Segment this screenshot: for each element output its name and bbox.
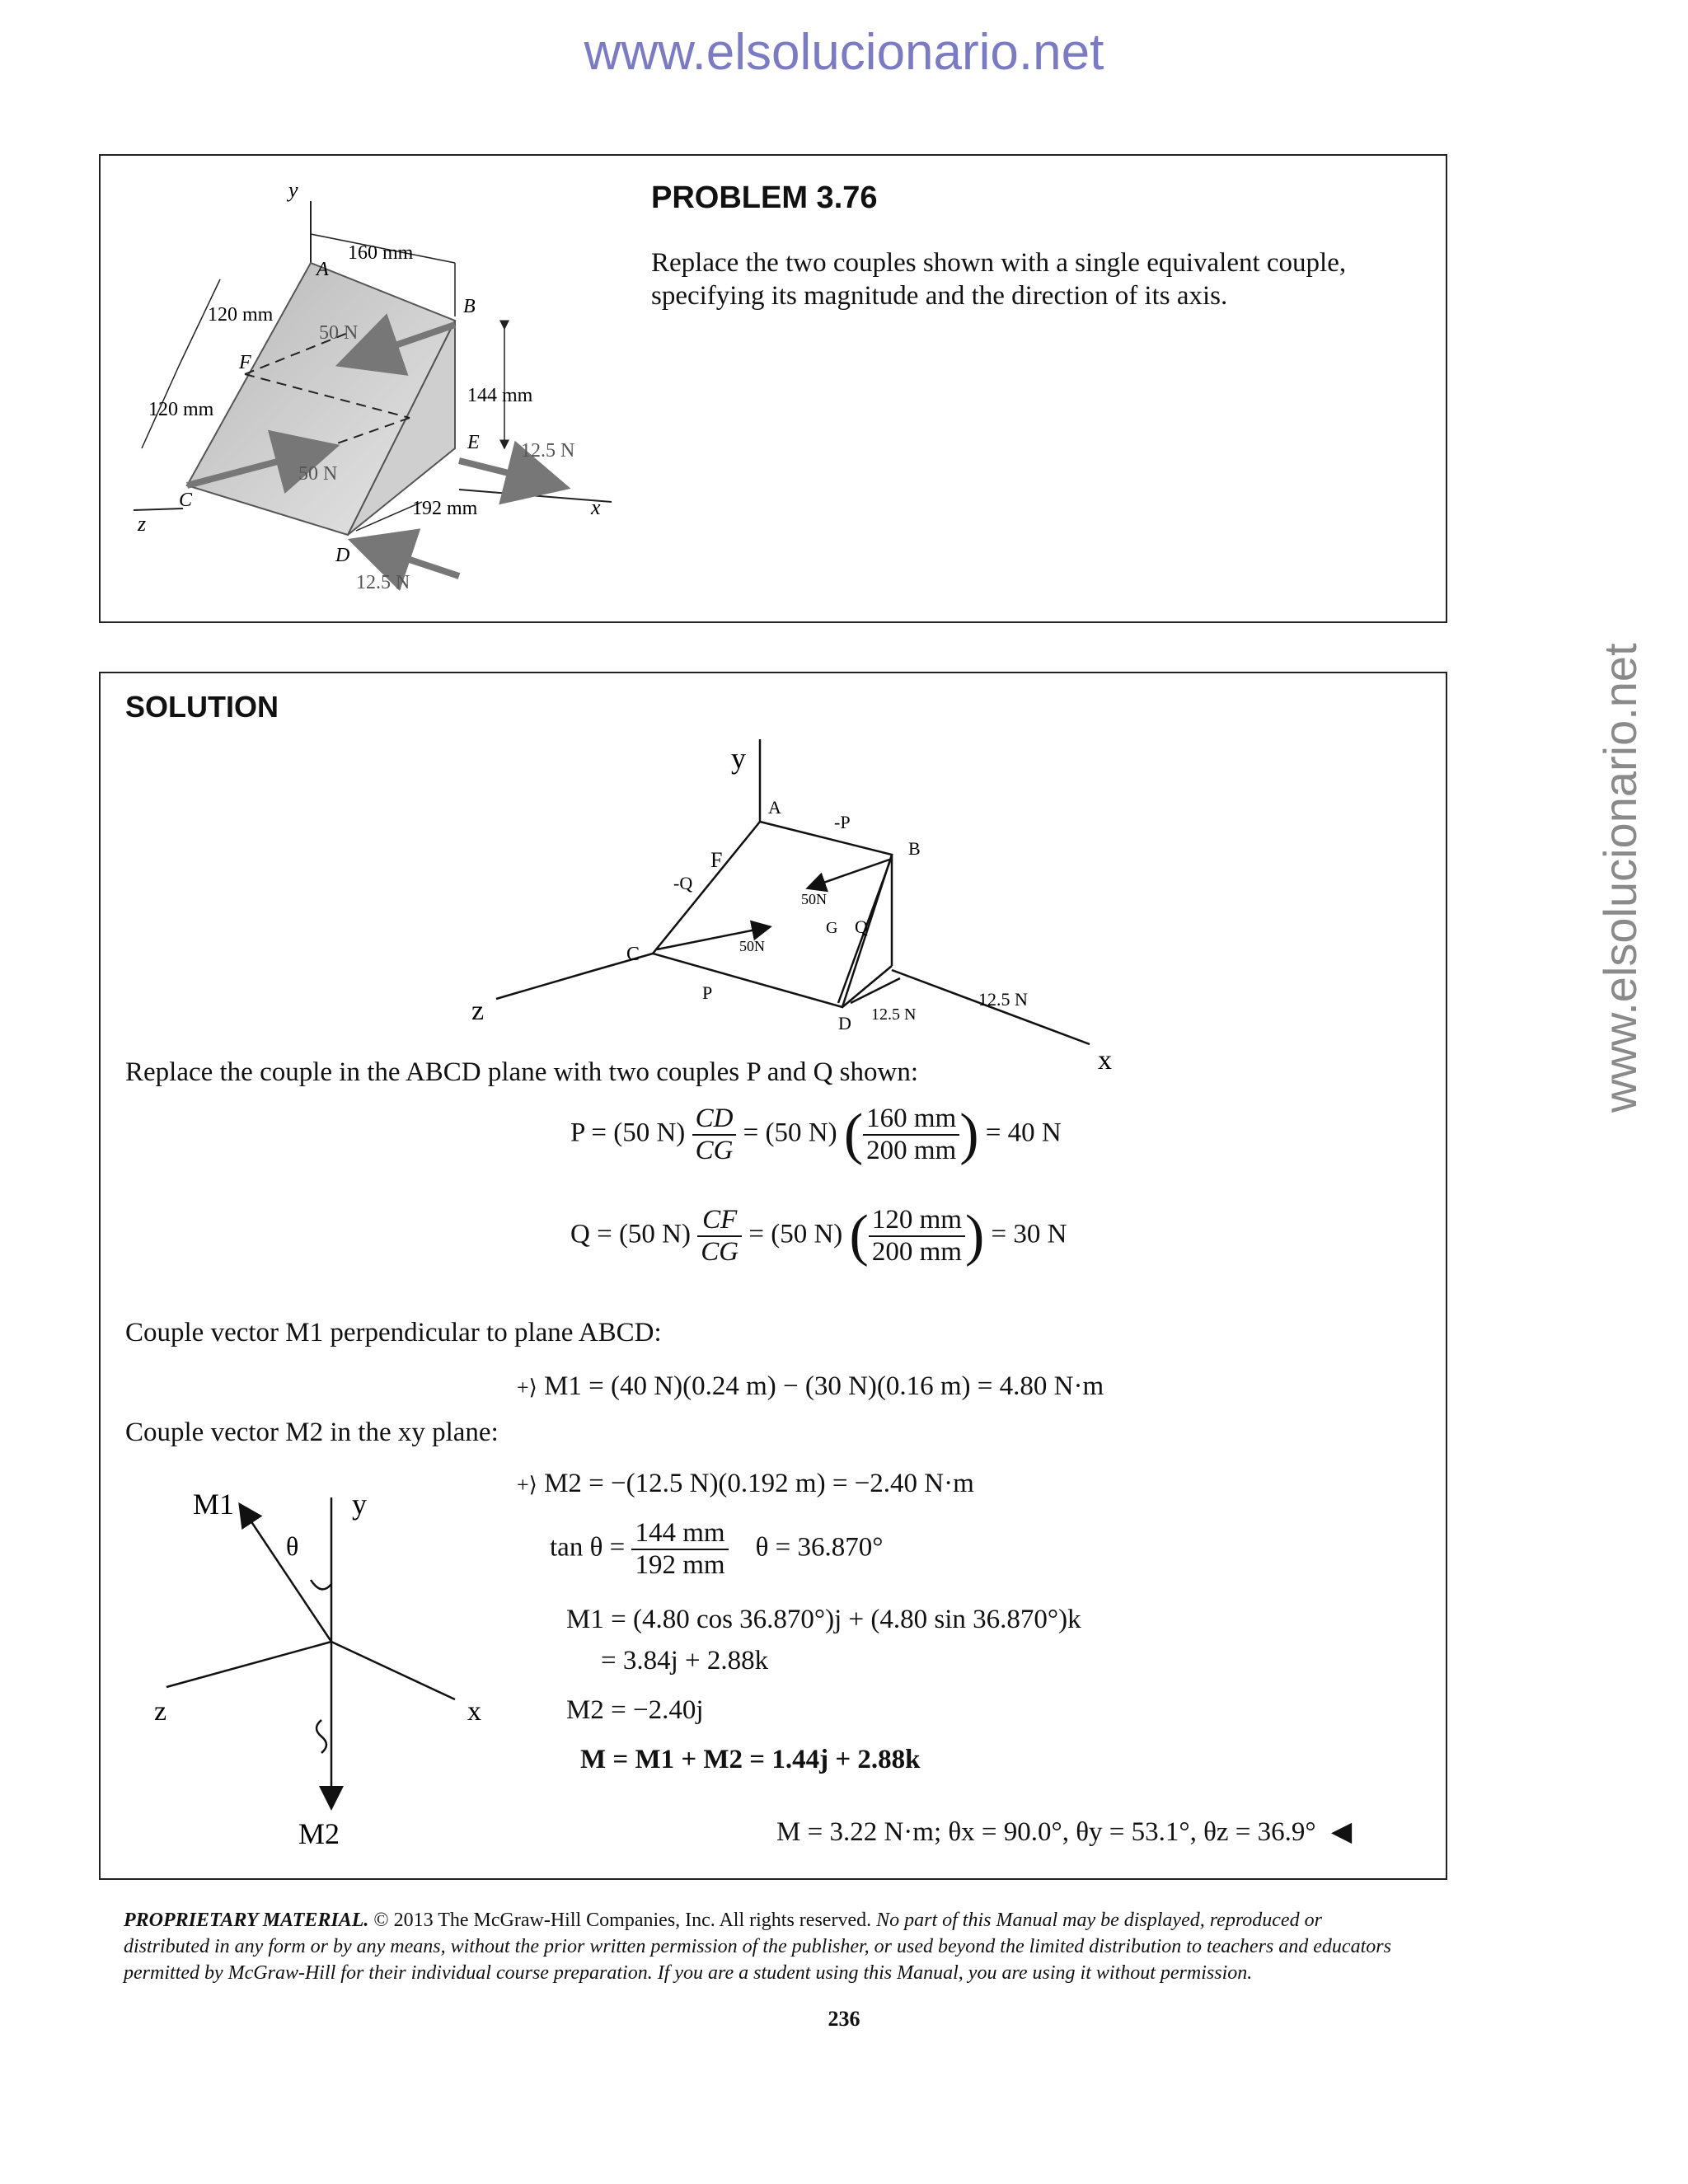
eq-m2-text: M2 = −(12.5 N)(0.192 m) = −2.40 N·m xyxy=(544,1469,974,1498)
solution-line-2: Couple vector M1 perpendicular to plane ABCD: xyxy=(125,1318,662,1347)
answer-marker-icon: ◀ xyxy=(1330,1817,1353,1847)
problem-figure xyxy=(101,156,628,617)
problem-title: PROBLEM 3.76 xyxy=(651,180,878,215)
fig-point-b: B xyxy=(463,296,476,317)
eq-p-num2: 160 mm xyxy=(863,1104,959,1136)
equation-m2-vector: M2 = −2.40j xyxy=(566,1695,704,1725)
fig-force-12-5-d: 12.5 N xyxy=(356,572,410,593)
sk2-x: x xyxy=(467,1696,481,1727)
equation-m1-vector: M1 = (4.80 cos 36.870°)j + (4.80 sin 36.870°)k xyxy=(566,1605,1081,1634)
eq-q-num2: 120 mm xyxy=(869,1205,965,1237)
footer-bold: PROPRIETARY MATERIAL. xyxy=(124,1910,369,1931)
fig-dim-120-top: 120 mm xyxy=(208,304,274,326)
eq-tan-den: 192 mm xyxy=(635,1550,725,1580)
sk1-f50-top: 50N xyxy=(801,891,827,907)
fig-axis-x: x xyxy=(591,495,601,519)
sk1-f125-right: 12.5 N xyxy=(978,989,1028,1010)
sk2-m2: M2 xyxy=(298,1817,340,1844)
eq-tan-num: 144 mm xyxy=(631,1518,728,1550)
fig-point-d: D xyxy=(335,545,350,566)
sk2-z: z xyxy=(154,1696,167,1727)
sk2-y: y xyxy=(352,1488,367,1521)
sk2-theta: θ xyxy=(286,1531,299,1561)
equation-q: Q = (50 N) $\frac{CF}{CG}$ = (50 N) ( $\frac{120 mm}{200 mm}$ ) = 30 N xyxy=(570,1204,1067,1268)
eq-p-rhs: = 40 N xyxy=(985,1118,1062,1148)
footer-italic: No part of this Manual may be displayed, reproduced or distributed in any form or by any means, without the prior written permission of the publisher, or used beyond the limited distribution to teachers and educators permitted by McGraw-Hill for their individual course preparation. If you are a student using this Manual, you are using it without permission. xyxy=(124,1910,1391,1984)
eq-q-den1: CG xyxy=(701,1237,739,1267)
sk1-axis-z: z xyxy=(471,996,485,1026)
fig-point-c: C xyxy=(179,490,193,511)
eq-q-num1: CF xyxy=(697,1205,742,1237)
sk1-minus-q: -Q xyxy=(673,873,693,893)
sk2-m1: M1 xyxy=(193,1488,235,1521)
watermark-top: www.elsolucionario.net xyxy=(584,24,1104,81)
equation-m1: +⟩ M1 = (40 N)(0.24 m) − (30 N)(0.16 m) = 4.80 N·m xyxy=(517,1371,1104,1401)
sk1-axis-x: x xyxy=(1098,1045,1112,1076)
sk1-p: P xyxy=(702,982,713,1003)
sk1-a: A xyxy=(768,797,781,818)
watermark-side: www.elsolucionario.net xyxy=(1594,643,1646,1113)
eq-m1-text: M1 = (40 N)(0.24 m) − (30 N)(0.16 m) = 4.80 N·m xyxy=(544,1371,1104,1401)
final-answer-text: M = 3.22 N·m; θx = 90.0°, θy = 53.1°, θz = 36.9° xyxy=(776,1817,1316,1847)
sk1-f: F xyxy=(710,848,723,872)
eq-p-num1: CD xyxy=(692,1104,737,1136)
solution-title: SOLUTION xyxy=(125,690,279,724)
footer-normal: © 2013 The McGraw-Hill Companies, Inc. All rights reserved. xyxy=(368,1910,872,1931)
sk1-g: G xyxy=(826,919,838,937)
eq-q-rhs: = 30 N xyxy=(991,1219,1067,1249)
solution-line-1: Replace the couple in the ABCD plane with two couples P and Q shown: xyxy=(125,1057,919,1087)
sk1-f125-bottom: 12.5 N xyxy=(871,1005,917,1024)
sk1-minus-p: -P xyxy=(834,812,851,832)
sk1-q: Q xyxy=(855,916,868,937)
problem-text: Replace the two couples shown with a single equivalent couple, specifying its magnitude and the direction of its axis. xyxy=(651,248,1347,311)
sk1-axis-y: y xyxy=(731,742,746,775)
sk1-c: C xyxy=(626,944,640,965)
eq-q-den2: 200 mm xyxy=(871,1237,962,1267)
eq-tan-rhs: θ = 36.870° xyxy=(755,1532,884,1563)
solution-line-3: Couple vector M2 in the xy plane: xyxy=(125,1418,499,1447)
fig-dim-192: 192 mm xyxy=(412,498,478,519)
equation-m-sum: M = M1 + M2 = 1.44j + 2.88k xyxy=(580,1745,921,1774)
sk1-f50-mid: 50N xyxy=(739,938,765,954)
eq-p-den1: CG xyxy=(695,1136,734,1165)
sk1-d: D xyxy=(838,1013,851,1033)
eq-q-mid: = (50 N) xyxy=(748,1219,843,1249)
solution-box xyxy=(99,672,1447,1880)
equation-tan xyxy=(550,1518,883,1581)
fig-dim-120-bottom: 120 mm xyxy=(148,399,214,420)
fig-dim-144: 144 mm xyxy=(467,385,533,406)
equation-m2: +⟩ M2 = −(12.5 N)(0.192 m) = −2.40 N·m xyxy=(517,1469,974,1498)
eq-p-mid: = (50 N) xyxy=(743,1118,837,1148)
fig-point-f: F xyxy=(239,352,251,373)
eq-p-den2: 200 mm xyxy=(866,1136,957,1165)
fig-dim-160: 160 mm xyxy=(348,242,414,264)
fig-force-50-bottom: 50 N xyxy=(298,463,338,485)
fig-axis-y: y xyxy=(288,178,298,202)
fig-point-e: E xyxy=(467,432,480,453)
eq-tan-lhs: tan θ = xyxy=(550,1532,626,1563)
sk1-b: B xyxy=(908,838,921,859)
solution-sketch-2d xyxy=(134,1481,562,1844)
problem-box xyxy=(99,154,1447,623)
page-number: 236 xyxy=(828,2007,860,2031)
fig-force-50-top: 50 N xyxy=(319,322,359,344)
equation-p: P = (50 N) $\frac{CD}{CG}$ = (50 N) ( $\frac{160 mm}{200 mm}$ ) = 40 N xyxy=(570,1103,1062,1166)
fig-force-12-5-e: 12.5 N xyxy=(521,440,575,462)
fig-point-a: A xyxy=(316,259,329,280)
eq-p-lhs: P = (50 N) xyxy=(570,1118,686,1148)
copyright-footer xyxy=(124,1907,1409,1986)
eq-q-lhs: Q = (50 N) xyxy=(570,1219,692,1249)
final-answer xyxy=(776,1815,1352,1848)
fig-axis-z: z xyxy=(138,512,147,536)
equation-m1-vector-2: = 3.84j + 2.88k xyxy=(601,1646,769,1675)
